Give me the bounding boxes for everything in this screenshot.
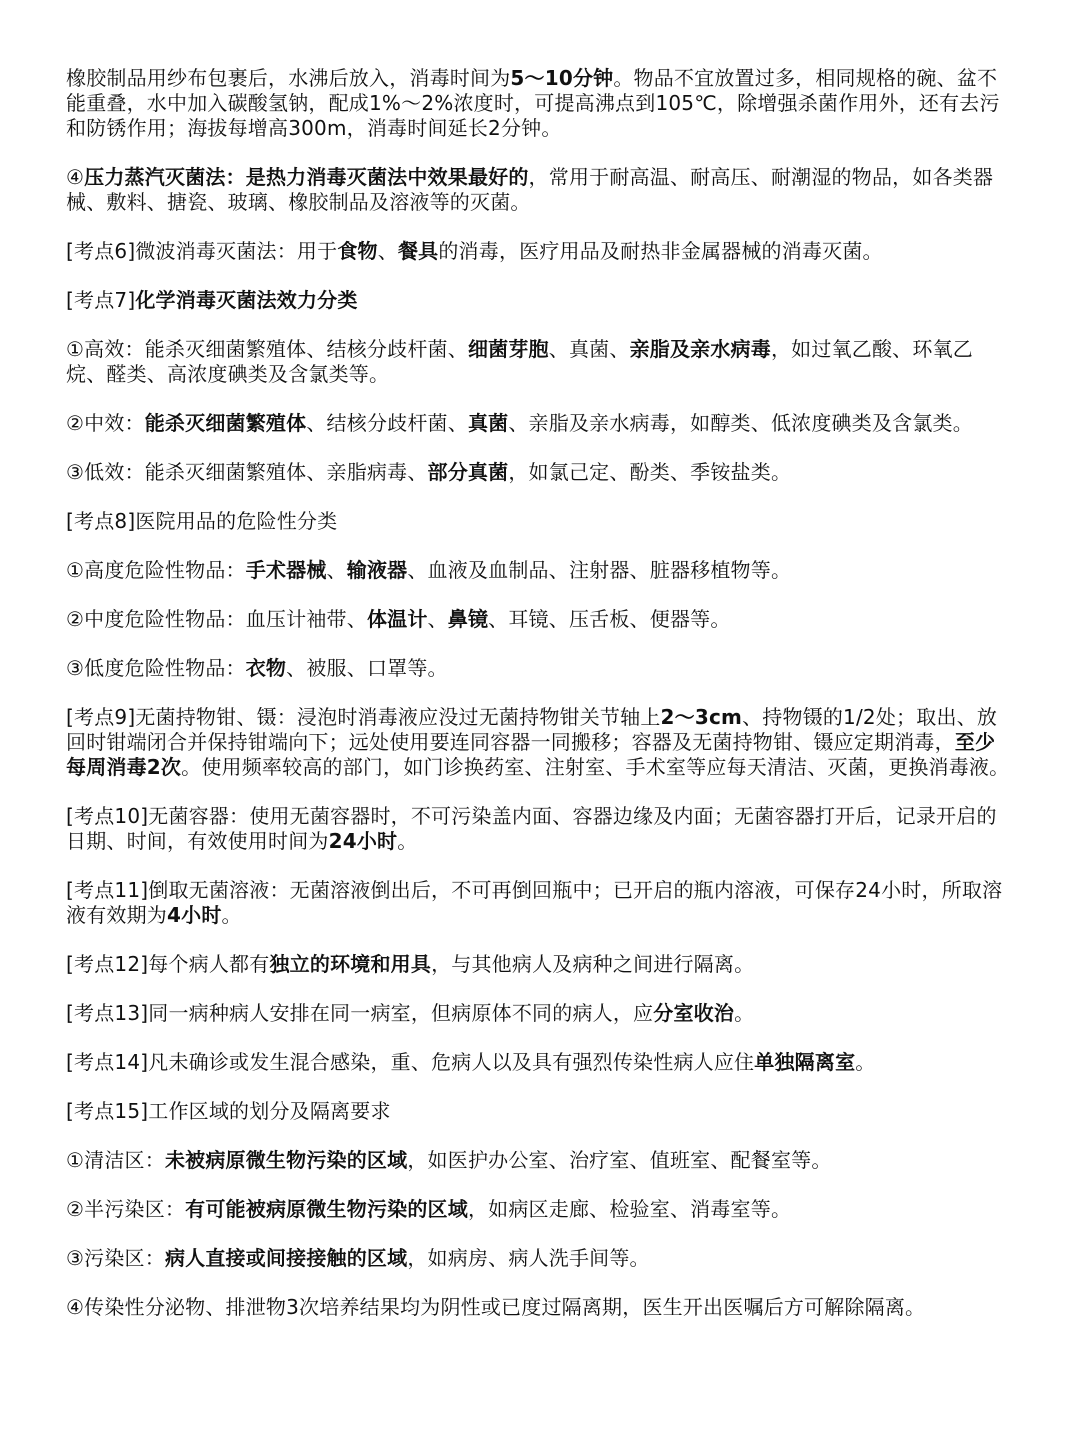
body-text: 、结核分歧杆菌、 [306, 411, 468, 435]
body-text: ④传染性分泌物、排泄物3次培养结果均为阴性或已度过隔离期，医生开出医嘱后方可解除隔离。 [66, 1295, 926, 1319]
body-text: ②中效： [66, 411, 145, 435]
body-text: ，如过氧乙酸、环氧乙烷、醛类、高浓度碘类及含氯类等。 [66, 337, 973, 386]
paragraph-isolation-release [66, 1295, 1010, 1320]
paragraph-point-11 [66, 878, 1010, 928]
emphasis-text: 输液器 [346, 558, 408, 582]
body-text: [考点8]医院用品的危险性分类 [66, 509, 338, 533]
body-text: [考点7] [66, 288, 136, 312]
paragraph-semi-contaminated-zone [66, 1197, 1010, 1222]
body-text: 、被服、口罩等。 [286, 656, 448, 680]
emphasis-text: 餐具 [397, 239, 439, 263]
emphasis-text: 压力蒸汽灭菌法：是热力消毒灭菌法中效果最好的 [84, 165, 529, 189]
paragraph-point-12 [66, 952, 1010, 977]
body-text: 、耳镜、压舌板、便器等。 [488, 607, 731, 631]
body-text: 、持物镊的1/2处；取出、放回时钳端闭合并保持钳端向下；远处使用要连同容器一同搬移；容器及无菌持物钳、镊应定期消毒， [66, 705, 998, 754]
paragraph-point-8-heading [66, 509, 1010, 534]
body-text: ①高度危险性物品： [66, 558, 246, 582]
body-text: ④ [66, 165, 85, 189]
emphasis-text: 衣物 [245, 656, 287, 680]
body-text: ③低效：能杀灭细菌繁殖体、亲脂病毒、 [66, 460, 428, 484]
body-text: 。 [221, 903, 242, 927]
emphasis-text: 24小时 [328, 829, 398, 853]
body-text: [考点6]微波消毒灭菌法：用于 [66, 239, 338, 263]
body-text: 。使用频率较高的部门，如门诊换药室、注射室、手术室等应每天清洁、灭菌，更换消毒液。 [181, 755, 1010, 779]
body-text: [考点10]无菌容器：使用无菌容器时，不可污染盖内面、容器边缘及内面；无菌容器打开后，记录开启的日期、时间，有效使用时间为 [66, 804, 997, 853]
body-text: ①清洁区： [66, 1148, 165, 1172]
body-text: 。物品不宜放置过多，相同规格的碗、盆不能重叠，水中加入碳酸氢钠，配成1%～2%浓度时，可提高沸点到105℃，除增强杀菌作用外，还有去污和防锈作用；海拔每增高300m，消毒时间延长2分钟。 [66, 66, 1000, 140]
body-text: ，如医护办公室、治疗室、值班室、配餐室等。 [407, 1148, 832, 1172]
body-text: 、 [326, 558, 347, 582]
paragraph-point-9 [66, 705, 1010, 780]
body-text: 。 [734, 1001, 755, 1025]
paragraph-point-14 [66, 1050, 1010, 1075]
emphasis-text: 至少每周消毒2次 [66, 730, 996, 779]
body-text: 、真菌、 [548, 337, 630, 361]
body-text: 、 [377, 239, 398, 263]
body-text: ，与其他病人及病种之间进行隔离。 [431, 952, 755, 976]
paragraph-point-13 [66, 1001, 1010, 1026]
emphasis-text: 食物 [337, 239, 378, 263]
body-text: ③污染区： [66, 1246, 165, 1270]
emphasis-text: 5～10分钟 [510, 66, 614, 90]
paragraph-point-10 [66, 804, 1010, 854]
body-text: ，如病房、病人洗手间等。 [407, 1246, 650, 1270]
body-text: ②半污染区： [66, 1197, 186, 1221]
body-text: [考点13]同一病种病人安排在同一病室，但病原体不同的病人，应 [66, 1001, 654, 1025]
body-text: ①高效：能杀灭细菌繁殖体、结核分歧杆菌、 [66, 337, 468, 361]
emphasis-text: 4小时 [167, 903, 222, 927]
emphasis-text: 化学消毒灭菌法效力分类 [135, 288, 358, 312]
body-text: ③低度危险性物品： [66, 656, 246, 680]
body-text: 、亲脂及亲水病毒，如醇类、低浓度碘类及含氯类。 [508, 411, 973, 435]
paragraph-clean-zone [66, 1148, 1010, 1173]
emphasis-text: 单独隔离室 [754, 1050, 856, 1074]
emphasis-text: 鼻镜 [447, 607, 489, 631]
emphasis-text: 能杀灭细菌繁殖体 [144, 411, 307, 435]
body-text: [考点14]凡未确诊或发生混合感染，重、危病人以及具有强烈传染性病人应住 [66, 1050, 755, 1074]
emphasis-text: 2～3cm [660, 705, 743, 729]
emphasis-text: 分室收治 [653, 1001, 735, 1025]
body-text: ，如病区走廊、检验室、消毒室等。 [467, 1197, 792, 1221]
body-text: [考点9]无菌持物钳、镊：浸泡时消毒液应没过无菌持物钳关节轴上 [66, 705, 661, 729]
body-text: ②中度危险性物品：血压计袖带、 [66, 607, 367, 631]
body-text: 橡胶制品用纱布包裹后，水沸后放入，消毒时间为 [66, 66, 511, 90]
body-text: 、血液及血制品、注射器、脏器移植物等。 [407, 558, 792, 582]
emphasis-text: 病人直接或间接接触的区域 [164, 1246, 408, 1270]
emphasis-text: 真菌 [467, 411, 509, 435]
body-text: [考点11]倒取无菌溶液：无菌溶液倒出后，不可再倒回瓶中；已开启的瓶内溶液，可保存24小时，所取溶液有效期为 [66, 878, 1003, 927]
body-text: 、 [427, 607, 448, 631]
paragraph-high-risk-items [66, 558, 1010, 583]
paragraph-low-risk-items [66, 656, 1010, 681]
body-text: [考点15]工作区域的划分及隔离要求 [66, 1099, 391, 1123]
emphasis-text: 亲脂及亲水病毒 [629, 337, 771, 361]
emphasis-text: 体温计 [366, 607, 428, 631]
paragraph-contaminated-zone [66, 1246, 1010, 1271]
paragraph-medium-efficacy [66, 411, 1010, 436]
paragraph-low-efficacy [66, 460, 1010, 485]
paragraph-pressure-steam-sterilization [66, 165, 1010, 215]
paragraph-point-15-heading [66, 1099, 1010, 1124]
emphasis-text: 部分真菌 [427, 460, 509, 484]
body-text: [考点12]每个病人都有 [66, 952, 270, 976]
emphasis-text: 未被病原微生物污染的区域 [164, 1148, 408, 1172]
emphasis-text: 细菌芽胞 [467, 337, 549, 361]
emphasis-text: 手术器械 [245, 558, 327, 582]
body-text: 。 [397, 829, 418, 853]
body-text: 。 [855, 1050, 876, 1074]
body-text: ，如氯己定、酚类、季铵盐类。 [508, 460, 792, 484]
emphasis-text: 有可能被病原微生物污染的区域 [185, 1197, 468, 1221]
paragraph-high-efficacy [66, 337, 1010, 387]
emphasis-text: 独立的环境和用具 [269, 952, 432, 976]
paragraph-point-6 [66, 239, 1010, 264]
paragraph-point-7-heading [66, 288, 1010, 313]
paragraph-boiling-disinfection [66, 66, 1010, 141]
body-text: 的消毒，医疗用品及耐热非金属器械的消毒灭菌。 [438, 239, 883, 263]
paragraph-medium-risk-items [66, 607, 1010, 632]
body-text: ，常用于耐高温、耐高压、耐潮湿的物品，如各类器械、敷料、搪瓷、玻璃、橡胶制品及溶液等的灭菌。 [66, 165, 994, 214]
